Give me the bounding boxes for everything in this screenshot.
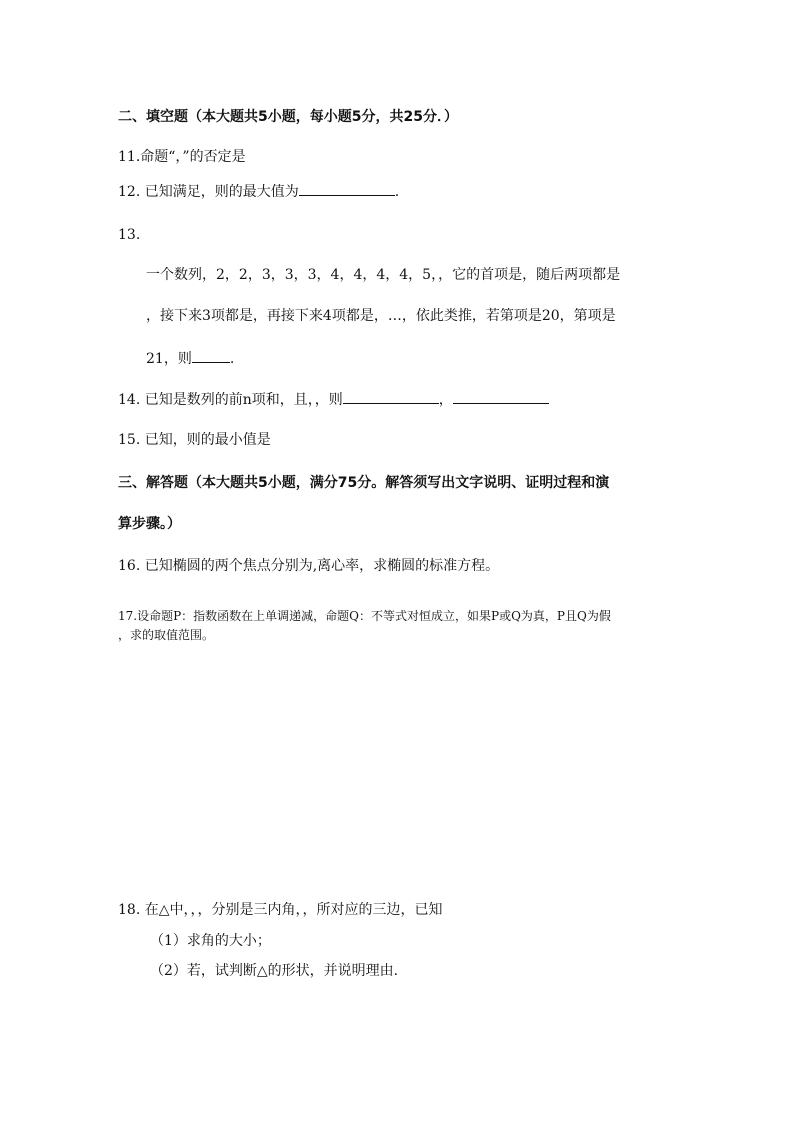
section-2-title: 二、填空题（本大题共5小题，每小题5分，共25分．） [118, 109, 458, 125]
answer-blank [343, 390, 439, 404]
question-13-line-1: 一个数列，2，2，3，3，3，4，4，4，4，5，，它的首项是，随后两项都是 [146, 267, 621, 283]
question-15: 15. 已知，则的最小值是 [118, 432, 271, 448]
question-12-text: 12. 已知满足，则的最大值为 [118, 184, 299, 200]
question-13-line-3-text: 21，则 [146, 351, 192, 367]
question-12 [118, 182, 399, 201]
question-14-separator: ， [438, 392, 453, 408]
question-14-text: 14. 已知是数列的前n项和，且，，则 [118, 392, 343, 408]
section-3-title-line-2: 算步骤。） [118, 516, 181, 532]
question-13-number: 13. [118, 227, 141, 243]
question-13-line-3 [146, 349, 234, 368]
answer-blank [453, 390, 549, 404]
answer-blank [192, 349, 230, 363]
answer-blank [299, 182, 395, 196]
question-13-end: . [229, 351, 235, 367]
question-13-line-2: ，接下来3项都是，再接下来4项都是，…，依此类推，若第项是20，第项是 [146, 308, 616, 324]
question-12-end: . [394, 184, 400, 200]
question-11: 11.命题“，”的否定是 [118, 149, 246, 165]
question-18-part-1: （1）求角的大小； [150, 933, 271, 949]
question-17-line-2: ，求的取值范围。 [118, 628, 215, 642]
question-18-part-2: （2）若，试判断△的形状，并说明理由. [150, 963, 399, 979]
section-3-title-line-1: 三、解答题（本大题共5小题，满分75分。解答须写出文字说明、证明过程和演 [118, 475, 610, 491]
question-17-line-1: 17.设命题P：指数函数在上单调递减，命题Q：不等式对恒成立，如果P或Q为真，P且Q为假 [118, 609, 611, 623]
question-16: 16. 已知椭圆的两个焦点分别为,离心率，求椭圆的标准方程。 [118, 558, 500, 574]
question-18: 18. 在△中，，，分别是三内角，，所对应的三边，已知 [118, 902, 443, 918]
question-14 [118, 390, 549, 409]
